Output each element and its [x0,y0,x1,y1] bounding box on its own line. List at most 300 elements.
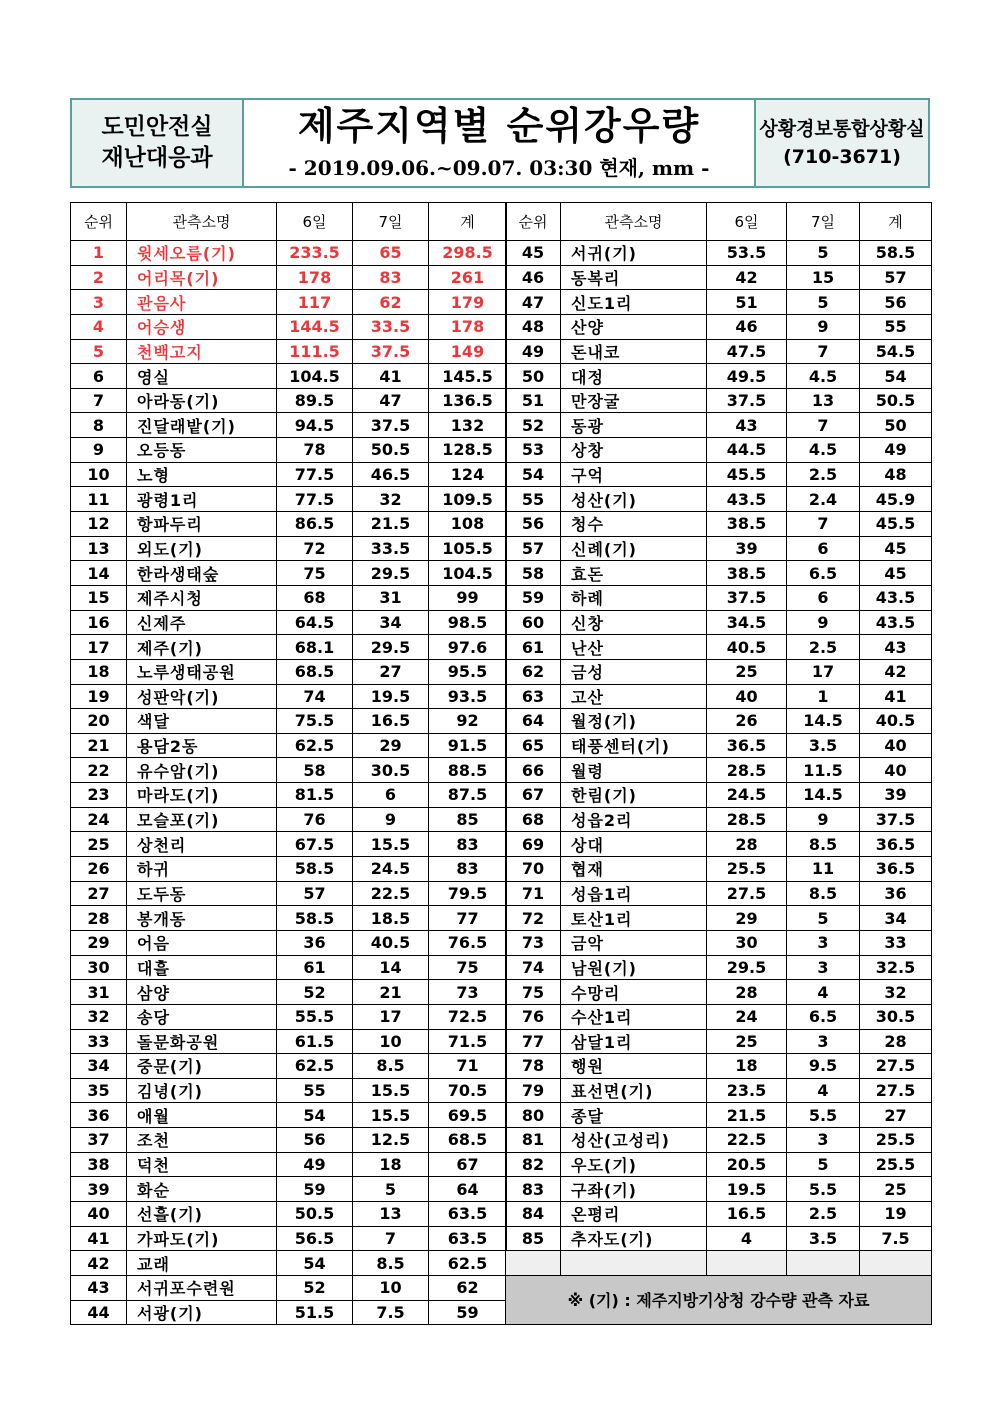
cell-total: 95.5 [429,659,507,684]
cell-day6: 51.5 [277,1300,353,1325]
cell-day7: 8.5 [787,881,860,906]
cell-rank: 2 [71,265,127,290]
table-row [506,1078,932,1103]
table-row [506,807,932,832]
cell-day6: 55.5 [277,1004,353,1029]
cell-station: 항파두리 [127,512,277,537]
cell-rank: 36 [71,1103,127,1128]
cell-rank: 23 [71,783,127,808]
cell-station: 행원 [561,1054,707,1079]
cell-total: 298.5 [429,241,507,266]
cell-day6: 68.1 [277,635,353,660]
cell-day6: 25 [707,1029,787,1054]
cell-station: 하례 [561,585,707,610]
cell-total: 71.5 [429,1029,507,1054]
cell-rank: 74 [506,955,561,980]
title-box [244,100,756,186]
cell-total: 36.5 [860,832,932,857]
table-row [506,733,932,758]
table-row [506,906,932,931]
cell-total: 57 [860,265,932,290]
cell-rank: 27 [71,881,127,906]
table-row [71,1300,507,1325]
cell-day6: 86.5 [277,512,353,537]
cell-total: 41 [860,684,932,709]
cell-day6: 34.5 [707,610,787,635]
cell-rank: 57 [506,536,561,561]
cell-day7: 15.5 [353,1078,429,1103]
cell-station: 진달래밭(기) [127,413,277,438]
cell-rank: 61 [506,635,561,660]
cell-rank: 76 [506,1004,561,1029]
cell-day7: 3 [787,1128,860,1153]
cell-day7: 13 [787,388,860,413]
cell-day7: 7 [787,512,860,537]
table-row [71,561,507,586]
cell-station: 가파도(기) [127,1226,277,1251]
table-row [506,585,932,610]
cell-day6: 59 [277,1177,353,1202]
cell-total: 54.5 [860,339,932,364]
cell-rank: 12 [71,512,127,537]
cell-day6: 51 [707,290,787,315]
table-row [506,1054,932,1079]
cell-day7: 9 [353,807,429,832]
cell-total: 67 [429,1152,507,1177]
cell-total: 70.5 [429,1078,507,1103]
cell-rank: 71 [506,881,561,906]
cell-station: 하귀 [127,857,277,882]
cell-day7: 3 [787,930,860,955]
cell-day6: 37.5 [707,585,787,610]
cell-total: 36.5 [860,857,932,882]
cell-day7: 46.5 [353,462,429,487]
cell-total: 50.5 [860,388,932,413]
table-row [506,610,932,635]
cell-station: 상대 [561,832,707,857]
cell-total: 85 [429,807,507,832]
cell-day6: 74 [277,684,353,709]
cell-rank: 13 [71,536,127,561]
cell-rank: 46 [506,265,561,290]
cell-total: 104.5 [429,561,507,586]
cell-day6: 61 [277,955,353,980]
table-row [71,783,507,808]
cell-total: 36 [860,881,932,906]
cell-station: 신례(기) [561,536,707,561]
cell-rank: 70 [506,857,561,882]
cell-total: 39 [860,783,932,808]
cell-total: 179 [429,290,507,315]
cell-rank: 67 [506,783,561,808]
cell-total: 62 [429,1275,507,1300]
cell-day7: 29.5 [353,635,429,660]
cell-rank: 51 [506,388,561,413]
cell-station: 모슬포(기) [127,807,277,832]
cell-total: 69.5 [429,1103,507,1128]
cell-day7: 4 [787,1078,860,1103]
cell-day6: 28.5 [707,758,787,783]
table-row [71,241,507,266]
cell-total: 28 [860,1029,932,1054]
table-row [71,807,507,832]
cell-rank: 77 [506,1029,561,1054]
cell-total: 83 [429,832,507,857]
cell-total: 43.5 [860,610,932,635]
cell-day6: 43 [707,413,787,438]
table-header-row [71,203,507,241]
cell-rank: 8 [71,413,127,438]
cell-day6: 29.5 [707,955,787,980]
table-row [506,388,932,413]
cell-total: 98.5 [429,610,507,635]
table-row [506,881,932,906]
cell-day7: 4.5 [787,438,860,463]
table-row [71,980,507,1005]
table-row [506,462,932,487]
cell-day6: 36.5 [707,733,787,758]
empty-cell [787,1251,860,1276]
table-row [71,1251,507,1276]
table-row [506,758,932,783]
table-row [71,610,507,635]
table-row [71,881,507,906]
cell-day7: 2.5 [787,462,860,487]
table-row [71,1029,507,1054]
cell-day6: 30 [707,930,787,955]
cell-total: 43.5 [860,585,932,610]
cell-station: 송당 [127,1004,277,1029]
cell-station: 노루생태공원 [127,659,277,684]
cell-rank: 81 [506,1128,561,1153]
cell-rank: 79 [506,1078,561,1103]
cell-total: 32 [860,980,932,1005]
table-row [506,832,932,857]
table-row [506,1177,932,1202]
cell-day7: 2.5 [787,635,860,660]
cell-rank: 84 [506,1201,561,1226]
cell-day6: 26 [707,709,787,734]
cell-total: 124 [429,462,507,487]
table-row [506,1152,932,1177]
table-row [71,314,507,339]
cell-total: 19 [860,1201,932,1226]
cell-station: 영실 [127,364,277,389]
cell-day7: 1 [787,684,860,709]
cell-day7: 7.5 [353,1300,429,1325]
cell-station: 표선면(기) [561,1078,707,1103]
cell-day7: 10 [353,1275,429,1300]
cell-station: 태풍센터(기) [561,733,707,758]
cell-day6: 61.5 [277,1029,353,1054]
cell-day7: 11.5 [787,758,860,783]
cell-station: 돌문화공원 [127,1029,277,1054]
cell-station: 제주(기) [127,635,277,660]
cell-rank: 35 [71,1078,127,1103]
cell-day7: 21 [353,980,429,1005]
table-row [506,1004,932,1029]
cell-station: 토산1리 [561,906,707,931]
cell-rank: 42 [71,1251,127,1276]
cell-total: 37.5 [860,807,932,832]
cell-station: 교래 [127,1251,277,1276]
cell-total: 43 [860,635,932,660]
cell-station: 상천리 [127,832,277,857]
cell-total: 62.5 [429,1251,507,1276]
cell-total: 33 [860,930,932,955]
table-row [506,955,932,980]
cell-day6: 81.5 [277,783,353,808]
cell-day7: 15 [787,265,860,290]
cell-station: 삼달1리 [561,1029,707,1054]
cell-day7: 33.5 [353,314,429,339]
cell-day7: 15.5 [353,832,429,857]
cell-rank: 28 [71,906,127,931]
table-row [506,930,932,955]
cell-station: 동광 [561,413,707,438]
cell-day6: 4 [707,1226,787,1251]
table-row [506,1029,932,1054]
empty-cell [707,1251,787,1276]
cell-station: 남원(기) [561,955,707,980]
col-day6-header: 6일 [707,203,787,241]
cell-rank: 47 [506,290,561,315]
cell-day7: 14.5 [787,709,860,734]
cell-day7: 4 [787,980,860,1005]
cell-total: 45.9 [860,487,932,512]
cell-total: 99 [429,585,507,610]
cell-day7: 6.5 [787,561,860,586]
cell-station: 외도(기) [127,536,277,561]
cell-rank: 82 [506,1152,561,1177]
cell-day6: 233.5 [277,241,353,266]
cell-rank: 29 [71,930,127,955]
cell-station: 노형 [127,462,277,487]
cell-day7: 3 [787,955,860,980]
cell-day6: 44.5 [707,438,787,463]
cell-rank: 52 [506,413,561,438]
cell-total: 42 [860,659,932,684]
cell-station: 마라도(기) [127,783,277,808]
cell-total: 128.5 [429,438,507,463]
cell-total: 27.5 [860,1078,932,1103]
cell-rank: 62 [506,659,561,684]
cell-rank: 6 [71,364,127,389]
cell-total: 145.5 [429,364,507,389]
cell-day6: 64.5 [277,610,353,635]
table-row [71,857,507,882]
cell-day6: 178 [277,265,353,290]
cell-station: 상창 [561,438,707,463]
cell-rank: 10 [71,462,127,487]
table-row [71,462,507,487]
cell-day7: 83 [353,265,429,290]
cell-day7: 29 [353,733,429,758]
cell-station: 서귀포수련원 [127,1275,277,1300]
cell-station: 성산(고성리) [561,1128,707,1153]
cell-rank: 58 [506,561,561,586]
table-row [71,1201,507,1226]
cell-total: 72.5 [429,1004,507,1029]
cell-station: 우도(기) [561,1152,707,1177]
cell-station: 삼양 [127,980,277,1005]
cell-total: 68.5 [429,1128,507,1153]
cell-station: 조천 [127,1128,277,1153]
cell-rank: 25 [71,832,127,857]
cell-station: 대정 [561,364,707,389]
cell-station: 월령 [561,758,707,783]
table-row [506,1103,932,1128]
cell-rank: 17 [71,635,127,660]
cell-station: 광령1리 [127,487,277,512]
table-row [506,1226,932,1251]
cell-station: 난산 [561,635,707,660]
cell-day7: 10 [353,1029,429,1054]
report-subtitle: - 2019.09.06.~09.07. 03:30 현재, mm - [288,156,710,181]
cell-day7: 5 [353,1177,429,1202]
cell-total: 97.6 [429,635,507,660]
cell-rank: 73 [506,930,561,955]
table-row [71,1226,507,1251]
cell-day7: 9 [787,610,860,635]
table-row [506,1128,932,1153]
table-row [71,1177,507,1202]
cell-day7: 6.5 [787,1004,860,1029]
cell-day6: 58.5 [277,906,353,931]
col-day6-header: 6일 [277,203,353,241]
cell-total: 105.5 [429,536,507,561]
cell-day7: 33.5 [353,536,429,561]
cell-day6: 56.5 [277,1226,353,1251]
table-row [71,659,507,684]
cell-day7: 30.5 [353,758,429,783]
cell-rank: 3 [71,290,127,315]
note-row [506,1275,932,1324]
cell-rank: 22 [71,758,127,783]
cell-day7: 50.5 [353,438,429,463]
cell-day6: 28 [707,832,787,857]
cell-total: 108 [429,512,507,537]
cell-rank: 56 [506,512,561,537]
cell-day7: 47 [353,388,429,413]
cell-rank: 75 [506,980,561,1005]
cell-rank: 31 [71,980,127,1005]
cell-total: 40.5 [860,709,932,734]
cell-station: 만장굴 [561,388,707,413]
cell-day7: 40.5 [353,930,429,955]
table-row [71,585,507,610]
col-day7-header: 7일 [787,203,860,241]
cell-station: 용담2동 [127,733,277,758]
cell-day6: 89.5 [277,388,353,413]
cell-day7: 37.5 [353,413,429,438]
cell-day6: 25 [707,659,787,684]
table-row [506,241,932,266]
table-row [506,536,932,561]
cell-total: 93.5 [429,684,507,709]
cell-day6: 50.5 [277,1201,353,1226]
cell-day7: 6 [787,585,860,610]
cell-day7: 7 [787,339,860,364]
table-row [71,635,507,660]
col-rank-header: 순위 [506,203,561,241]
table-row [71,388,507,413]
table-row [71,758,507,783]
cell-rank: 66 [506,758,561,783]
table-row [506,438,932,463]
table-row [71,265,507,290]
cell-day7: 11 [787,857,860,882]
cell-total: 45.5 [860,512,932,537]
cell-station: 성판악(기) [127,684,277,709]
table-header-row [506,203,932,241]
cell-day7: 5.5 [787,1103,860,1128]
cell-day6: 57 [277,881,353,906]
cell-total: 71 [429,1054,507,1079]
cell-rank: 33 [71,1029,127,1054]
cell-rank: 44 [71,1300,127,1325]
table-row [506,635,932,660]
col-rank-header: 순위 [71,203,127,241]
cell-rank: 85 [506,1226,561,1251]
table-row [506,487,932,512]
cell-rank: 43 [71,1275,127,1300]
cell-day6: 45.5 [707,462,787,487]
cell-station: 신도1리 [561,290,707,315]
cell-day6: 52 [277,1275,353,1300]
cell-day7: 7 [353,1226,429,1251]
cell-day7: 32 [353,487,429,512]
cell-total: 88.5 [429,758,507,783]
cell-day7: 17 [353,1004,429,1029]
table-row [71,512,507,537]
cell-day7: 27 [353,659,429,684]
cell-station: 금성 [561,659,707,684]
table-row [506,413,932,438]
col-total-header: 계 [429,203,507,241]
cell-day7: 31 [353,585,429,610]
table-row [71,1103,507,1128]
cell-rank: 45 [506,241,561,266]
cell-day7: 2.5 [787,1201,860,1226]
cell-day6: 38.5 [707,561,787,586]
table-row [71,955,507,980]
cell-day7: 17 [787,659,860,684]
rainfall-table-right [505,202,932,1325]
table-row [506,783,932,808]
table-row [506,512,932,537]
cell-day6: 144.5 [277,314,353,339]
cell-day7: 16.5 [353,709,429,734]
cell-day6: 52 [277,980,353,1005]
cell-rank: 80 [506,1103,561,1128]
table-row [506,1201,932,1226]
office-box [756,100,928,186]
cell-day6: 56 [277,1128,353,1153]
cell-total: 178 [429,314,507,339]
rainfall-table-left [70,202,507,1325]
table-row [506,709,932,734]
cell-station: 월정(기) [561,709,707,734]
cell-station: 천백고지 [127,339,277,364]
cell-rank: 69 [506,832,561,857]
cell-station: 금악 [561,930,707,955]
table-row [71,413,507,438]
cell-station: 어음 [127,930,277,955]
cell-rank: 7 [71,388,127,413]
cell-day7: 7 [787,413,860,438]
cell-station: 김녕(기) [127,1078,277,1103]
